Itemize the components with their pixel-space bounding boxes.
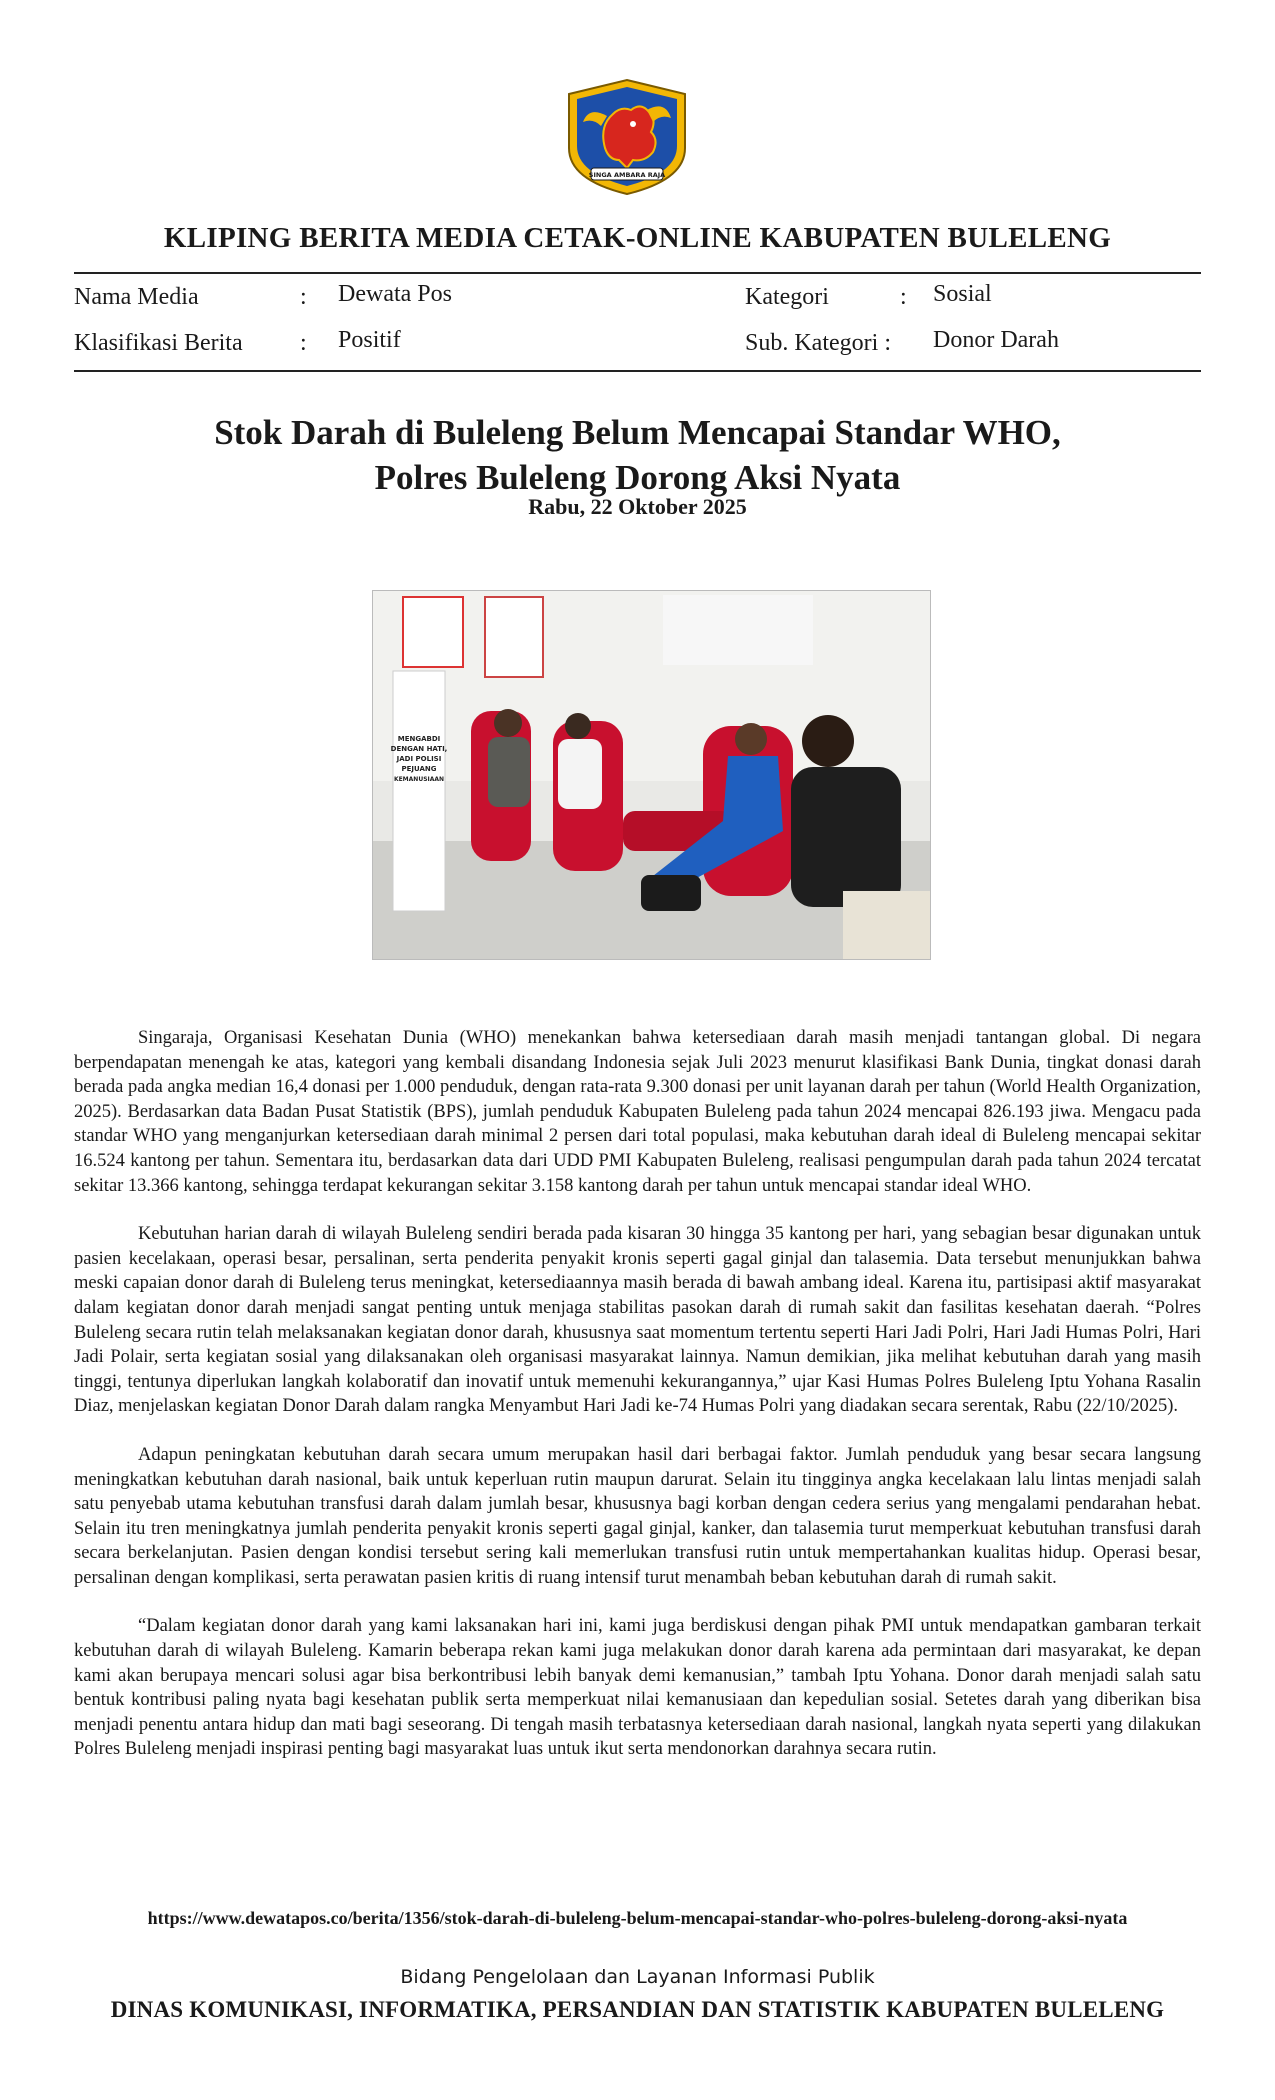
logo-motto: SINGA AMBARA RAJA bbox=[588, 171, 666, 179]
banner-line-2: DENGAN HATI, bbox=[390, 745, 448, 753]
article-photo bbox=[372, 590, 931, 960]
banner-line-4: PEJUANG bbox=[401, 765, 437, 773]
headline-line-2: Polres Buleleng Dorong Aksi Nyata bbox=[374, 458, 901, 497]
klasifikasi-value: Positif bbox=[338, 327, 401, 353]
banner-line-1: MENGABDI bbox=[397, 735, 441, 743]
banner-line-3: JADI POLISI bbox=[396, 755, 442, 763]
article-body bbox=[74, 1026, 1201, 1786]
footer-division: Bidang Pengelolaan dan Layanan Informasi Publik bbox=[400, 1966, 875, 1988]
article-paragraph-2: Kebutuhan harian darah di wilayah Buleleng sendiri berada pada kisaran 30 hingga 35 kantong per hari, yang sebagian besar digunakan untuk pasien kecelakaan, operasi besar, persalinan, serta penderita penyakit kronis seperti gagal ginjal dan talasemia. Data tersebut menunjukkan bahwa meski capaian donor darah di Buleleng terus meningkat, ketersediaannya masih berada di bawah ambang ideal. Karena itu, partisipasi aktif masyarakat dalam kegiatan donor darah menjadi sangat penting untuk menjaga stabilitas pasokan darah di rumah sakit dan fasilitas kesehatan daerah. “Polres Buleleng secara rutin telah melaksanakan kegiatan donor darah, khususnya saat momentum tertentu seperti Hari Jadi Polri, Hari Jadi Humas Polri, Hari Jadi Polair, serta kegiatan sosial yang dilaksanakan oleh organisasi masyarakat lainnya. Namun demikian, jika melihat kebutuhan darah yang masih tinggi, tentunya diperlukan langkah kolaboratif dan inovatif untuk memenuhi kekurangannya,” ujar Kasi Humas Polres Buleleng Iptu Yohana Rasalin Diaz, menjelaskan kegiatan Donor Darah dalam rangka Menyambut Hari Jadi ke-74 Humas Polri yang diadakan secara serentak, Rabu (22/10/2025). bbox=[74, 1224, 1201, 1417]
kategori-value: Sosial bbox=[933, 281, 992, 307]
article-paragraph-1: Singaraja, Organisasi Kesehatan Dunia (WHO) menekankan bahwa ketersediaan darah masih menjadi tantangan global. Di negara berpendapatan menengah ke atas, kategori yang kembali disandang Indonesia sejak Juli 2023 menurut klasifikasi Bank Dunia, tingkat donasi darah berada pada angka median 16,4 donasi per 1.000 penduduk, dengan rata-rata 9.300 donasi per unit layanan darah per tahun (World Health Organization, 2025). Berdasarkan data Badan Pusat Statistik (BPS), jumlah penduduk Kabupaten Buleleng pada tahun 2024 mencapai 826.193 jiwa. Mengacu pada standar WHO yang menganjurkan ketersediaan darah minimal 2 persen dari total populasi, maka kebutuhan darah ideal di Buleleng mencapai sekitar 16.524 kantong per tahun. Sementara itu, berdasarkan data dari UDD PMI Kabupaten Buleleng, realisasi pengumpulan darah pada tahun 2024 tercatat sekitar 13.366 kantong, sehingga terdapat kekurangan sekitar 3.158 kantong darah per tahun untuk mencapai standar ideal WHO. bbox=[74, 1028, 1201, 1196]
banner-line-5: KEMANUSIAAN bbox=[393, 776, 445, 783]
blood-donation-scene bbox=[373, 591, 930, 959]
nama-media-value: Dewata Pos bbox=[338, 281, 452, 307]
article-date: Rabu, 22 Oktober 2025 bbox=[528, 494, 747, 519]
clipping-title: KLIPING BERITA MEDIA CETAK-ONLINE KABUPATEN BULELENG bbox=[163, 222, 1112, 254]
klasifikasi-label: Klasifikasi Berita bbox=[74, 330, 243, 356]
article-paragraph-3: Adapun peningkatan kebutuhan darah secara umum merupakan hasil dari berbagai faktor. Jumlah penduduk yang besar secara langsung meningkatkan kebutuhan darah nasional, baik untuk keperluan rutin maupun darurat. Selain itu tingginya angka kecelakaan lalu lintas menjadi salah satu penyebab utama kebutuhan transfusi darah dalam jumlah besar, khususnya bagi korban dengan cedera serius yang mengalami pendarahan hebat. Selain itu tren meningkatnya jumlah penderita penyakit kronis seperti gagal ginjal, kanker, dan talasemia turut memperkuat kebutuhan transfusi darah secara berkelanjutan. Pasien dengan kondisi tersebut sering kali memerlukan transfusi rutin untuk mempertahankan kualitas hidup. Operasi besar, persalinan dengan komplikasi, serta perawatan pasien kritis di ruang intensif turut menambah beban kebutuhan darah di rumah sakit. bbox=[74, 1444, 1201, 1588]
footer-agency: DINAS KOMUNIKASI, INFORMATIKA, PERSANDIAN DAN STATISTIK KABUPATEN BULELENG bbox=[110, 1997, 1165, 2022]
article-headline bbox=[0, 410, 1275, 500]
subkategori-value: Donor Darah bbox=[933, 327, 1059, 353]
header-divider-top bbox=[74, 272, 1201, 274]
source-url-link[interactable]: https://www.dewatapos.co/berita/1356/stok-darah-di-buleleng-belum-mencapai-standar-who-polres-buleleng-dorong-aksi-nyata bbox=[147, 1908, 1128, 1928]
nama-media-colon: : bbox=[300, 284, 307, 310]
klasifikasi-colon: : bbox=[300, 330, 307, 356]
nama-media-label: Nama Media bbox=[74, 284, 199, 310]
header-divider-bottom bbox=[74, 370, 1201, 372]
headline-line-1: Stok Darah di Buleleng Belum Mencapai Standar WHO, bbox=[214, 413, 1061, 452]
buleleng-regency-logo bbox=[561, 76, 693, 198]
subkategori-label: Sub. Kategori : bbox=[745, 330, 891, 356]
kategori-colon: : bbox=[900, 284, 907, 310]
kategori-label: Kategori bbox=[745, 284, 829, 310]
article-paragraph-4: “Dalam kegiatan donor darah yang kami laksanakan hari ini, kami juga berdiskusi dengan pihak PMI untuk mendapatkan gambaran terkait kebutuhan darah di wilayah Buleleng. Kamarin beberapa rekan kami juga melakukan donor darah karena ada permintaan dari masyarakat, ke depan kami akan berupaya mencari solusi agar bisa berkontribusi lebih banyak demi kemanusian,” tambah Iptu Yohana. Donor darah menjadi salah satu bentuk kontribusi paling nyata bagi kesehatan publik serta memperkuat nilai kemanusiaan dan kepedulian sosial. Setetes darah yang diberikan bisa menjadi penentu antara hidup dan mati bagi seseorang. Di tengah masih terbatasnya ketersediaan darah nasional, langkah nyata seperti yang dilakukan Polres Buleleng menjadi inspirasi penting bagi masyarakat luas untuk ikut serta mendonorkan darahnya secara rutin. bbox=[74, 1616, 1201, 1760]
